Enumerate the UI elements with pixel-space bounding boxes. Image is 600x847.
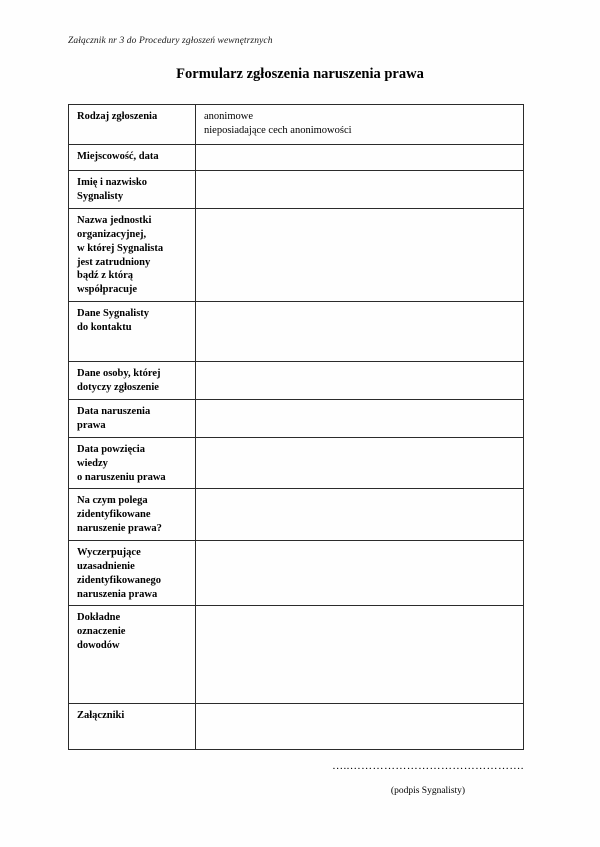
- value-line: nieposiadające cech anonimowości: [204, 125, 352, 137]
- report-form-table: [68, 104, 524, 750]
- form-row-label: [69, 145, 196, 171]
- form-row-label: [69, 302, 196, 362]
- table-row: [69, 302, 524, 362]
- form-row-value[interactable]: [196, 704, 524, 750]
- label-line: Data powzięcia: [77, 443, 145, 455]
- table-row: [69, 105, 524, 145]
- label-line: naruszenie prawa?: [77, 523, 162, 535]
- label-line: Załączniki: [77, 710, 125, 722]
- label-line: Imię i nazwisko: [77, 177, 148, 188]
- form-row-value[interactable]: [196, 209, 524, 302]
- form-row-value[interactable]: [196, 437, 524, 489]
- label-line: uzasadnienie: [77, 560, 135, 572]
- form-table-body: [69, 105, 524, 750]
- label-line: Dane Sygnalisty: [77, 308, 150, 320]
- table-row: [69, 209, 524, 302]
- table-row: [69, 541, 524, 606]
- label-line: jest zatrudniony: [77, 256, 151, 268]
- table-row: [69, 489, 524, 541]
- label-line: organizacyjnej,: [77, 228, 147, 240]
- label-line: wiedzy: [77, 457, 108, 469]
- label-line: bądź z którą: [77, 270, 133, 282]
- label-line: dowodów: [77, 640, 120, 652]
- table-row: [69, 399, 524, 437]
- label-line: oznaczenie: [77, 626, 126, 638]
- label-line: dotyczy zgłoszenie: [77, 382, 159, 394]
- form-row-label: [69, 399, 196, 437]
- label-line: o naruszeniu prawa: [77, 471, 166, 483]
- form-row-value[interactable]: [196, 606, 524, 704]
- table-row: [69, 171, 524, 209]
- label-line: zidentyfikowanego: [77, 574, 161, 586]
- form-row-value[interactable]: [196, 541, 524, 606]
- form-row-label: [69, 541, 196, 606]
- label-line: współpracuje: [77, 284, 138, 296]
- form-row-value[interactable]: [196, 171, 524, 209]
- table-row: [69, 437, 524, 489]
- form-row-value[interactable]: [196, 302, 524, 362]
- table-row: [69, 362, 524, 400]
- form-row-value[interactable]: [196, 145, 524, 171]
- label-line: naruszenia prawa: [77, 588, 158, 600]
- label-line: Miejscowość, data: [77, 151, 159, 162]
- label-line: do kontaktu: [77, 322, 132, 334]
- signature-caption: (podpis Sygnalisty): [390, 786, 466, 796]
- form-row-label: [69, 704, 196, 750]
- form-row-label: [69, 105, 196, 145]
- label-line: zidentyfikowane: [77, 509, 151, 521]
- form-row-label: [69, 209, 196, 302]
- form-row-label: [69, 171, 196, 209]
- form-row-value[interactable]: [196, 105, 524, 145]
- form-row-label: [69, 489, 196, 541]
- label-line: prawa: [77, 419, 106, 431]
- signature-line: …..……………………………………….: [332, 760, 524, 772]
- value-line: anonimowe: [204, 111, 253, 122]
- label-line: w której Sygnalista: [77, 242, 164, 254]
- label-line: Dane osoby, której: [77, 368, 161, 380]
- label-line: Dokładne: [77, 612, 121, 624]
- label-line: Na czym polega: [77, 495, 148, 507]
- page-title: Formularz zgłoszenia naruszenia prawa: [176, 66, 424, 82]
- form-row-value[interactable]: [196, 362, 524, 400]
- header-note: Załącznik nr 3 do Procedury zgłoszeń wewnętrznych: [68, 36, 273, 46]
- form-row-value[interactable]: [196, 399, 524, 437]
- form-row-label: [69, 606, 196, 704]
- form-row-value[interactable]: [196, 489, 524, 541]
- label-line: Wyczerpujące: [77, 547, 141, 559]
- label-line: Rodzaj zgłoszenia: [77, 111, 158, 122]
- form-row-label: [69, 362, 196, 400]
- label-line: Sygnalisty: [77, 190, 124, 202]
- table-row: [69, 145, 524, 171]
- label-line: Nazwa jednostki: [77, 215, 152, 226]
- form-row-label: [69, 437, 196, 489]
- table-row: [69, 704, 524, 750]
- table-row: [69, 606, 524, 704]
- label-line: Data naruszenia: [77, 405, 151, 417]
